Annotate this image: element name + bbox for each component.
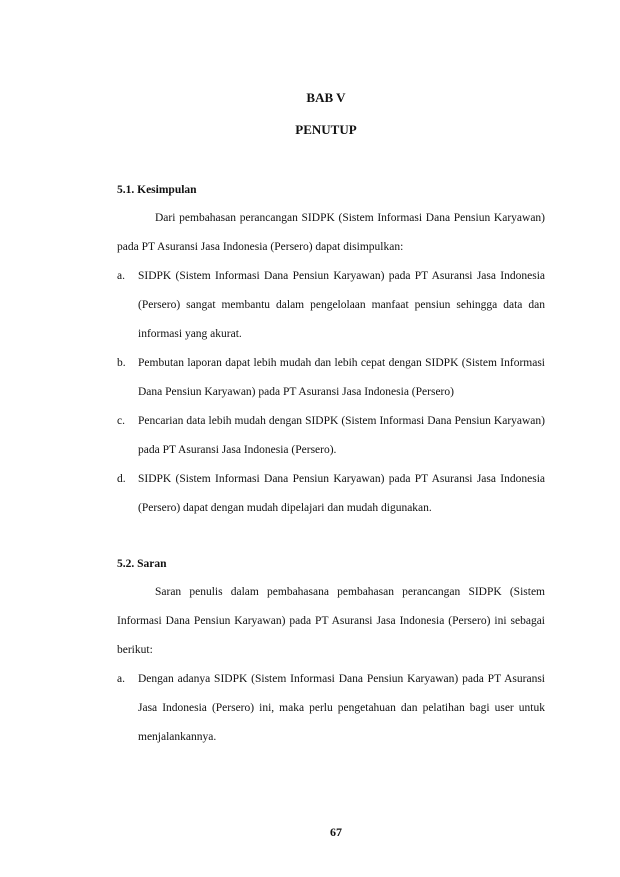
list-item xyxy=(117,665,545,752)
section-heading-saran: 5.2. Saran xyxy=(117,558,167,570)
section-heading-kesimpulan: 5.1. Kesimpulan xyxy=(117,184,197,196)
list-item-marker: a. xyxy=(117,673,125,685)
section-intro-paragraph: Saran penulis dalam pembahasana pembahasan perancangan SIDPK (Sistem Informasi Dana Pensiun Karyawan) pada PT Asuransi Jasa Indonesia (Persero) ini sebagai berikut: xyxy=(117,586,545,656)
list-item-marker: a. xyxy=(117,270,125,282)
list-item-marker: b. xyxy=(117,357,126,369)
list-item xyxy=(117,349,545,407)
list-item-text: Pembutan laporan dapat lebih mudah dan lebih cepat dengan SIDPK (Sistem Informasi Dana Pensiun Karyawan) pada PT Asuransi Jasa Indonesia (Persero) xyxy=(138,357,545,398)
list-item-marker: d. xyxy=(117,473,126,485)
section-body-saran xyxy=(117,578,545,752)
list-item xyxy=(117,262,545,349)
section-intro-paragraph: Dari pembahasan perancangan SIDPK (Sistem Informasi Dana Pensiun Karyawan) pada PT Asuransi Jasa Indonesia (Persero) dapat disimpulkan: xyxy=(117,212,545,253)
list-item xyxy=(117,407,545,465)
page-number: 67 xyxy=(330,825,342,839)
list-item-text: Pencarian data lebih mudah dengan SIDPK (Sistem Informasi Dana Pensiun Karyawan) pada PT Asuransi Jasa Indonesia (Persero). xyxy=(138,415,545,456)
chapter-number: BAB V xyxy=(306,90,346,105)
list-item-text: Dengan adanya SIDPK (Sistem Informasi Dana Pensiun Karyawan) pada PT Asuransi Jasa Indonesia (Persero) ini, maka perlu pengetahuan dan pelatihan bagi user untuk menjalankannya. xyxy=(138,673,545,743)
chapter-title: PENUTUP xyxy=(295,122,357,137)
list-item xyxy=(117,465,545,523)
list-item-text: SIDPK (Sistem Informasi Dana Pensiun Karyawan) pada PT Asuransi Jasa Indonesia (Persero) sangat membantu dalam pengelolaan manfaat pensiun sehingga data dan informasi yang akurat. xyxy=(138,270,545,340)
section-body-kesimpulan xyxy=(117,204,545,523)
list-item-text: SIDPK (Sistem Informasi Dana Pensiun Karyawan) pada PT Asuransi Jasa Indonesia (Persero) dapat dengan mudah dipelajari dan mudah digunakan. xyxy=(138,473,545,514)
list-item-marker: c. xyxy=(117,415,125,427)
